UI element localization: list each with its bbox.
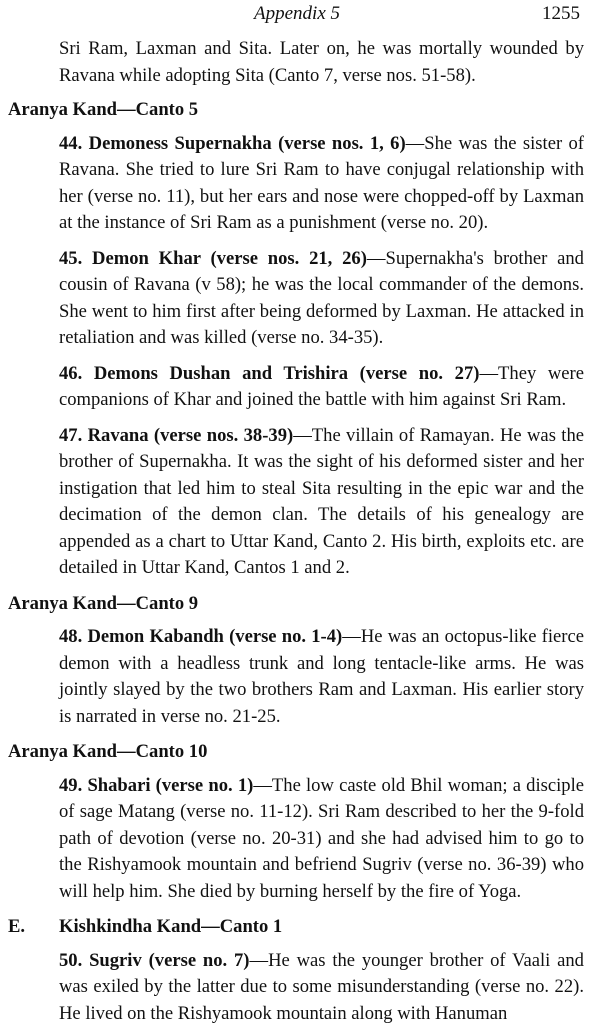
part-heading bbox=[8, 914, 584, 941]
entry-term: Demoness Supernakha (verse nos. 1, 6) bbox=[88, 132, 406, 154]
entry-text: —The low caste old Bhil woman; a disciple of sage Matang (verse no. 11-12). Sri Ram described to her the 9-fold path of devotion (verse no. 20-31) and she had advised him to go to the Rishyamook mountain and befriend Sugriv (verse no. 36-39) who will help him. She died by burning herself by the fire of Yoga. bbox=[59, 774, 584, 902]
entry-term: Shabari (verse no. 1) bbox=[87, 774, 254, 796]
section-heading: Aranya Kand—Canto 5 bbox=[8, 99, 199, 120]
entry-term: Demon Khar (verse nos. 21, 26) bbox=[92, 247, 367, 269]
entry-number: 48. bbox=[59, 626, 83, 647]
section-aranya-canto-9 bbox=[8, 591, 584, 731]
continued-paragraph: Sri Ram, Laxman and Sita. Later on, he was mortally wounded by Ravana while adopting Sita (Canto 7, verse nos. 51-58). bbox=[59, 38, 584, 86]
entry-number: 45. bbox=[59, 247, 83, 269]
entry-number: 49. bbox=[59, 774, 83, 796]
part-letter: E. bbox=[8, 916, 26, 937]
entry-number: 47. bbox=[59, 424, 83, 446]
entry-text: —The villain of Ramayan. He was the brother of Supernakha. It was the sight of his deformed sister and her instigation that led him to steal Sita resulting in the epic war and the decimation of the demon clan. The details of his genealogy are appended as a chart to Uttar Kand, Canto 2. His birth, exploits etc. are detailed in Uttar Kand, Cantos 1 and 2. bbox=[59, 424, 584, 578]
section-aranya-canto-5 bbox=[8, 97, 584, 582]
entry-46 bbox=[8, 361, 584, 414]
entry-text: —He was an octopus-like fierce demon with a headless trunk and long tentacle-like arms. He was jointly slayed by the two brothers Ram and Laxman. His earlier story is narrated in verse no. 21-25. bbox=[59, 626, 584, 727]
entry-text: —They were companions of Khar and joined the battle with him against Sri Ram. bbox=[59, 362, 584, 410]
entry-number: 44. bbox=[59, 132, 83, 154]
entry-48 bbox=[8, 624, 584, 730]
entry-49 bbox=[8, 773, 584, 906]
entry-47 bbox=[8, 423, 584, 582]
entry-text: —Supernakha's brother and cousin of Ravana (v 58); he was the local commander of the demons. She went to him first after being deformed by Laxman. He attacked in retaliation and was killed (verse no. 34-35). bbox=[59, 247, 584, 348]
part-heading-text: Kishkindha Kand—Canto 1 bbox=[59, 916, 283, 937]
section-heading: Aranya Kand—Canto 9 bbox=[8, 592, 199, 614]
entry-number: 50. bbox=[59, 949, 83, 971]
page-number: 1255 bbox=[542, 3, 580, 24]
entry-term: Demon Kabandh (verse no. 1-4) bbox=[87, 626, 343, 647]
section-aranya-canto-10 bbox=[8, 739, 584, 905]
entry-term: Ravana (verse nos. 38-39) bbox=[87, 424, 294, 446]
entry-term: Sugriv (verse no. 7) bbox=[89, 949, 250, 971]
entry-44 bbox=[8, 131, 584, 237]
entry-text: —She was the sister of Ravana. She tried to lure Sri Ram to have conjugal relationship with her (verse no. 11), but her ears and nose were chopped-off by Laxman at the instance of Sri Ram as a punishment (verse no. 20). bbox=[59, 132, 585, 233]
part-e-kishkindha bbox=[8, 914, 584, 1027]
body-text bbox=[8, 36, 584, 1036]
entry-number: 46. bbox=[59, 362, 83, 384]
running-head-title: Appendix 5 bbox=[254, 3, 341, 24]
entry-45 bbox=[8, 246, 584, 352]
section-heading: Aranya Kand—Canto 10 bbox=[8, 741, 208, 762]
entry-term: Demons Dushan and Trishira (verse no. 27) bbox=[93, 362, 480, 384]
entry-text: —He was the younger brother of Vaali and was exiled by the latter due to some misunderstanding (verse no. 22). He lived on the Rishyamook mountain along with Hanuman bbox=[59, 949, 584, 1024]
entry-50 bbox=[8, 948, 584, 1028]
running-head bbox=[0, 3, 600, 29]
